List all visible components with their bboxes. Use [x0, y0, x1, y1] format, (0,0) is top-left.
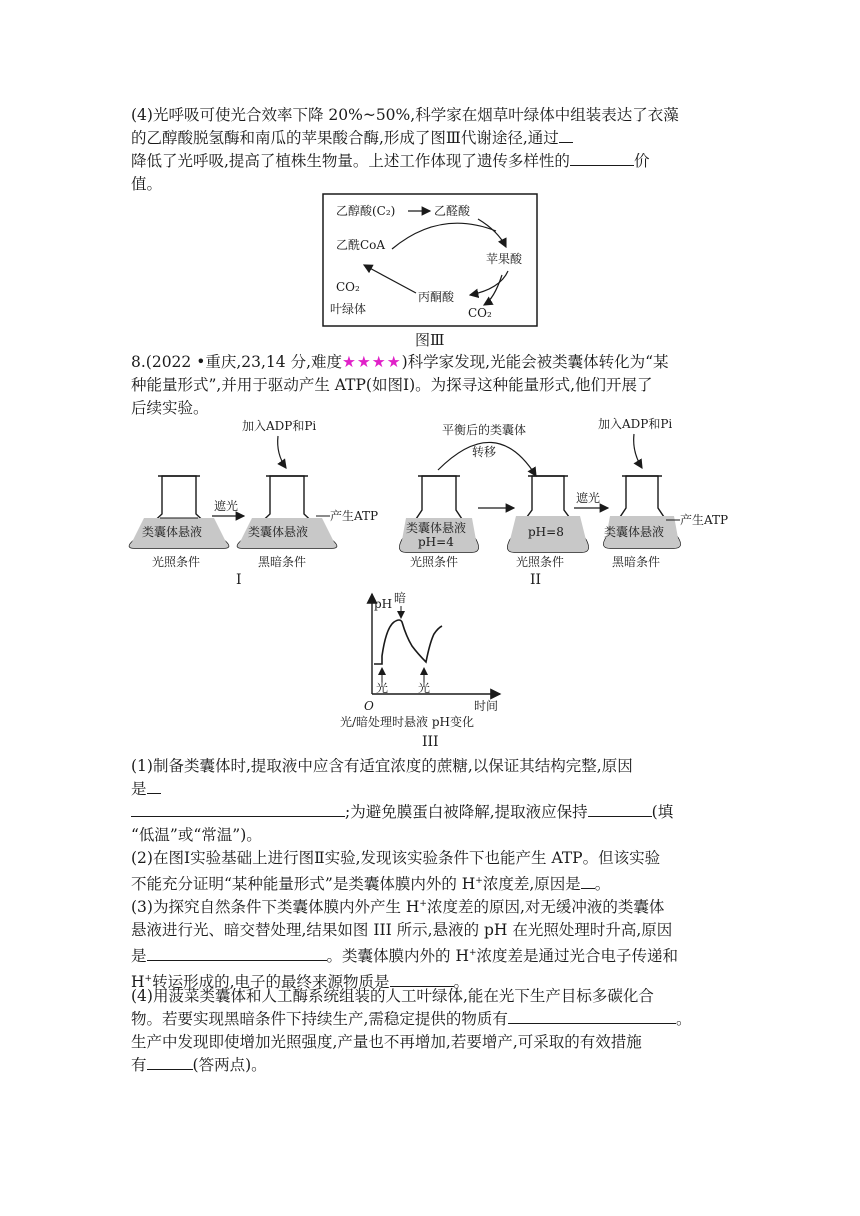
- fig3-arrow-malate-to-pyruvate: [470, 271, 508, 295]
- q8-part4: [131, 985, 731, 1077]
- q7-part4: [131, 104, 731, 196]
- fig3-c2-label: 乙醇酸(C₂): [336, 204, 396, 218]
- q8-header: [131, 351, 731, 420]
- fig3-glyoxylate-label: 乙醛酸: [434, 204, 471, 218]
- figIII-light2: 光: [418, 681, 431, 695]
- fig3-co2-left-label: CO₂: [336, 280, 360, 294]
- answer-blank[interactable]: [581, 873, 595, 889]
- figI-liquid2: 类囊体悬液: [248, 525, 309, 539]
- q8-head-line1: 8.(2022 •重庆,23,14 分,难度★★★★)科学家发现,光能会被类囊体转化为“某: [131, 353, 669, 371]
- figIII-caption: 光/暗处理时悬液 pH变化: [340, 715, 475, 729]
- q8-3-line2: 悬液进行光、暗交替处理,结果如图 III 所示,悬液的 pH 在光照处理时升高,原因: [131, 921, 673, 940]
- q8-3-line3: 是 。类囊体膜内外的 H+浓度差是通过光合电子传递和: [131, 947, 679, 966]
- figII-atp: 产生ATP: [680, 513, 729, 527]
- fig3-chloroplast-label: 叶绿体: [330, 302, 367, 316]
- q7-line1: (4)光呼吸可使光合效率下降 20%~50%,科学家在烟草叶绿体中组装表达了衣藻: [131, 106, 679, 124]
- fig3-caption: 图Ⅲ: [415, 331, 445, 349]
- figIII-dark: 暗: [394, 591, 407, 605]
- figI-shade: 遮光: [214, 499, 239, 513]
- answer-blank[interactable]: [559, 127, 573, 143]
- figI-arrow-add: [278, 436, 286, 468]
- figI-add: 加入ADP和Pi: [242, 419, 317, 433]
- q8-1-line2: 是: [131, 778, 731, 801]
- q8-4-line3: 生产中发现即使增加光照强度,产量也不再增加,若要增产,可采取的有效措施: [131, 1033, 642, 1051]
- q7-line4: 值。: [131, 175, 163, 193]
- q8-head-line3: 后续实验。: [131, 399, 209, 417]
- figII-arrow-add: [634, 434, 642, 468]
- q8-part2: [131, 847, 731, 896]
- figIII-label: III: [422, 734, 439, 750]
- q8-4-line2: 物。若要实现黑暗条件下持续生产,需稳定提供的物质有 。: [131, 1010, 692, 1028]
- fig3-arrow-glyoxylate-to-malate: [478, 219, 506, 247]
- figII-cond3: 黑暗条件: [612, 555, 661, 569]
- figII-liquid3: 类囊体悬液: [604, 525, 665, 539]
- figII-liquid1: 类囊体悬液: [406, 521, 467, 535]
- figIII-ph-curve: [374, 620, 442, 664]
- figII-balanced: 平衡后的类囊体: [442, 423, 527, 437]
- fig3-pyruvate-label: 丙酮酸: [418, 290, 455, 304]
- figII-flask2: [508, 476, 589, 552]
- q7-line3: 降低了光呼吸,提高了植株生物量。上述工作体现了遗传多样性的 价: [131, 152, 650, 170]
- figI-liquid1: 类囊体悬液: [142, 525, 203, 539]
- q8-3-line1: (3)为探究自然条件下类囊体膜内外产生 H+浓度差的原因,对无缓冲液的类囊体: [131, 898, 665, 917]
- figIII-origin: O: [364, 699, 374, 713]
- answer-blank[interactable]: [508, 1008, 676, 1024]
- figII-ph8: pH=8: [528, 525, 564, 539]
- q8-4-line1: (4)用菠菜类囊体和人工酶系统组装的人工叶绿体,能在光下生产目标多碳化合: [131, 987, 654, 1005]
- difficulty-stars: ★★★★: [342, 353, 402, 371]
- answer-blank[interactable]: [570, 150, 634, 166]
- q8-part3: [131, 893, 731, 994]
- figI-atp: 产生ATP: [330, 509, 379, 523]
- figure-iii-ph-chart: [330, 588, 530, 752]
- figIII-ylabel: pH: [374, 597, 393, 611]
- q8-1-line3: ;为避免膜蛋白被降解,提取液应保持 (填: [131, 801, 731, 824]
- answer-blank[interactable]: [147, 945, 327, 961]
- fig3-co2-right-label: CO₂: [468, 306, 492, 320]
- q8-3-line4: H+转运形成的,电子的最终来源物质是 。: [131, 973, 470, 992]
- figII-add: 加入ADP和Pi: [598, 417, 673, 431]
- figure-i-ii-flasks: [120, 414, 740, 590]
- figII-cond2: 光照条件: [516, 555, 565, 569]
- q8-4-line4: 有 (答两点)。: [131, 1056, 267, 1074]
- q8-1-line4: “低温”或“常温”)。: [131, 826, 262, 844]
- answer-blank[interactable]: [131, 801, 345, 817]
- figI-label: I: [236, 572, 242, 588]
- q8-2-line1: (2)在图Ⅰ实验基础上进行图Ⅱ实验,发现该实验条件下也能产生 ATP。但该实验: [131, 849, 661, 867]
- q7-line2: 的乙醇酸脱氢酶和南瓜的苹果酸合酶,形成了图Ⅲ代谢途径,通过: [131, 127, 731, 150]
- fig3-acetylcoa-label: 乙酰CoA: [336, 238, 386, 252]
- answer-blank[interactable]: [147, 1054, 193, 1070]
- fig3-arc-top: [392, 223, 496, 249]
- fig3-malate-label: 苹果酸: [486, 252, 523, 266]
- figI-dark-cond: 黑暗条件: [258, 555, 307, 569]
- q8-2-line2: 不能充分证明“某种能量形式”是类囊体膜内外的 H+浓度差,原因是 。: [131, 875, 611, 894]
- q8-head-line2: 种能量形式”,并用于驱动产生 ATP(如图Ⅰ)。为探寻这种能量形式,他们开展了: [131, 376, 653, 394]
- fig3-arrow-pyruvate-to-co2: [364, 265, 416, 293]
- q8-1-line1: (1)制备类囊体时,提取液中应含有适宜浓度的蔗糖,以保证其结构完整,原因: [131, 757, 633, 775]
- figI-light-cond: 光照条件: [152, 555, 201, 569]
- q8-part1: [131, 755, 731, 847]
- figIII-light1: 光: [376, 681, 389, 695]
- figII-cond1: 光照条件: [410, 555, 459, 569]
- figIII-xlabel: 时间: [474, 699, 499, 713]
- answer-blank[interactable]: [147, 778, 161, 794]
- answer-blank[interactable]: [588, 801, 652, 817]
- figII-transfer: 转移: [472, 445, 497, 459]
- figII-shade: 遮光: [576, 491, 601, 505]
- figure-iii-pathway: [322, 193, 538, 327]
- figII-label: II: [530, 572, 542, 588]
- figII-ph4: pH=4: [418, 535, 454, 549]
